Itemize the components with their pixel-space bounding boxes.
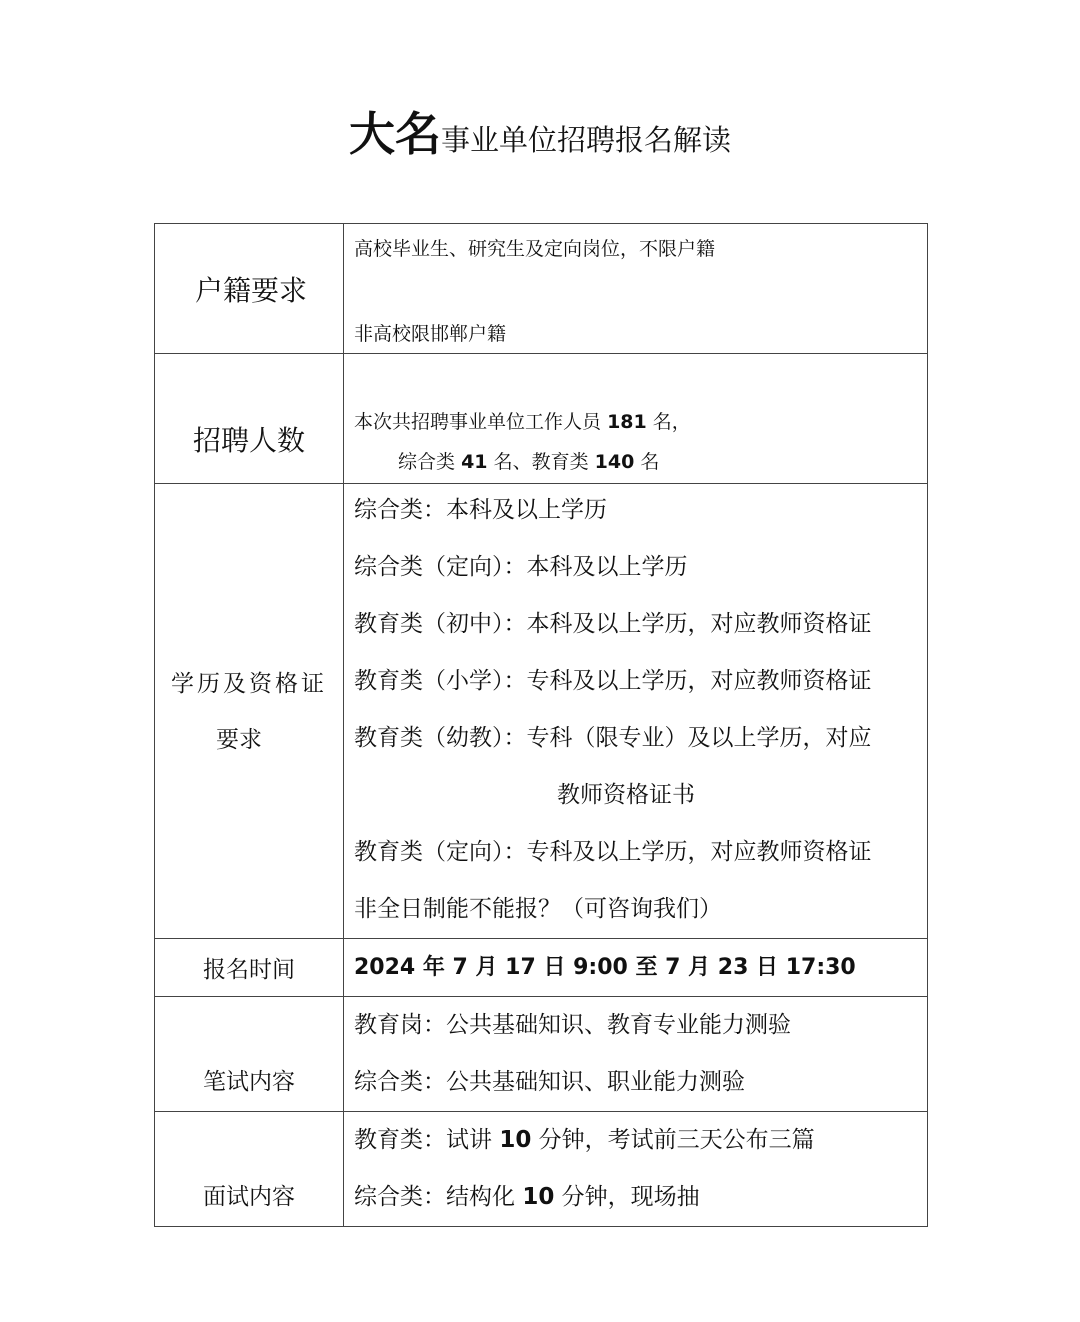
shijian-label: 报名时间 [203, 957, 295, 983]
row-label-cell [155, 484, 344, 939]
mianshi-text-1b: 分钟，考试前三天公布三篇 [538, 1127, 815, 1153]
title-rest: 事业单位招聘报名解读 [440, 123, 731, 157]
mianshi-minutes-2: 10 [522, 1184, 555, 1210]
mianshi-text-2b: 分钟，现场抽 [561, 1184, 700, 1210]
renshu-text-1b: 名， [652, 411, 691, 433]
table-row [155, 1112, 928, 1227]
mianshi-minutes-1: 10 [499, 1127, 532, 1153]
renshu-text-1a: 本次共招聘事业单位工作人员 [354, 411, 602, 433]
table-row [155, 997, 928, 1112]
renshu-label: 招聘人数 [192, 423, 305, 457]
mianshi-text-2a: 综合类：结构化 [354, 1184, 515, 1210]
row-content-cell [344, 939, 928, 997]
row-content-cell [344, 484, 928, 939]
huji-label: 户籍要求 [194, 273, 307, 307]
table-row [155, 484, 928, 939]
row-content-cell [344, 224, 928, 354]
shijian-value: 2024 年 7 月 17 日 9:00 至 7 月 23 日 17:30 [354, 955, 856, 980]
xueli-line: 教师资格证书 [557, 782, 695, 808]
row-label-cell [155, 354, 344, 484]
table-row [155, 939, 928, 997]
renshu-line-1 [354, 407, 691, 434]
renshu-line-2 [398, 447, 659, 474]
renshu-text-2b: 名、教育类 [493, 451, 589, 473]
xueli-line: 教育类（初中）：本科及以上学历，对应教师资格证 [354, 611, 872, 637]
huji-line-2: 非高校限邯郸户籍 [354, 323, 507, 345]
title-prefix: 大名 [348, 107, 441, 161]
mianshi-line-1 [354, 1112, 927, 1169]
bishi-label: 笔试内容 [203, 1069, 295, 1095]
renshu-text-2c: 名 [640, 451, 660, 473]
mianshi-text-1a: 教育类：试讲 [354, 1127, 492, 1153]
renshu-total: 181 [607, 411, 647, 433]
row-label-cell [155, 224, 344, 354]
row-label-cell [155, 939, 344, 997]
huji-line-1: 高校毕业生、研究生及定向岗位，不限户籍 [354, 238, 716, 260]
xueli-label-1: 学历及资格证 [171, 671, 327, 697]
row-label-cell [155, 997, 344, 1112]
row-label-cell [155, 1112, 344, 1227]
mianshi-line-2 [354, 1169, 927, 1226]
xueli-line: 教育类（定向）：专科及以上学历，对应教师资格证 [354, 839, 872, 865]
renshu-jiaoyu: 140 [594, 451, 635, 473]
row-content-cell [344, 997, 928, 1112]
table-row [155, 224, 928, 354]
xueli-label-2: 要求 [216, 727, 262, 753]
xueli-line: 非全日制能不能报？（可咨询我们） [354, 896, 722, 922]
bishi-line-2: 综合类：公共基础知识、职业能力测验 [354, 1069, 745, 1095]
xueli-line: 教育类（小学）：专科及以上学历，对应教师资格证 [354, 668, 872, 694]
row-content-cell [344, 354, 928, 484]
renshu-text-2a: 综合类 [398, 451, 456, 473]
document-title [0, 98, 1080, 164]
renshu-zonghe: 41 [461, 451, 488, 473]
row-content-cell [344, 1112, 928, 1227]
xueli-line: 综合类（定向）：本科及以上学历 [354, 554, 688, 580]
xueli-line: 综合类：本科及以上学历 [354, 497, 607, 523]
bishi-line-1: 教育岗：公共基础知识、教育专业能力测验 [354, 1012, 791, 1038]
mianshi-label: 面试内容 [203, 1184, 295, 1210]
info-table [154, 223, 928, 1227]
table-row [155, 354, 928, 484]
xueli-line: 教育类（幼教）：专科（限专业）及以上学历，对应 [354, 725, 872, 751]
